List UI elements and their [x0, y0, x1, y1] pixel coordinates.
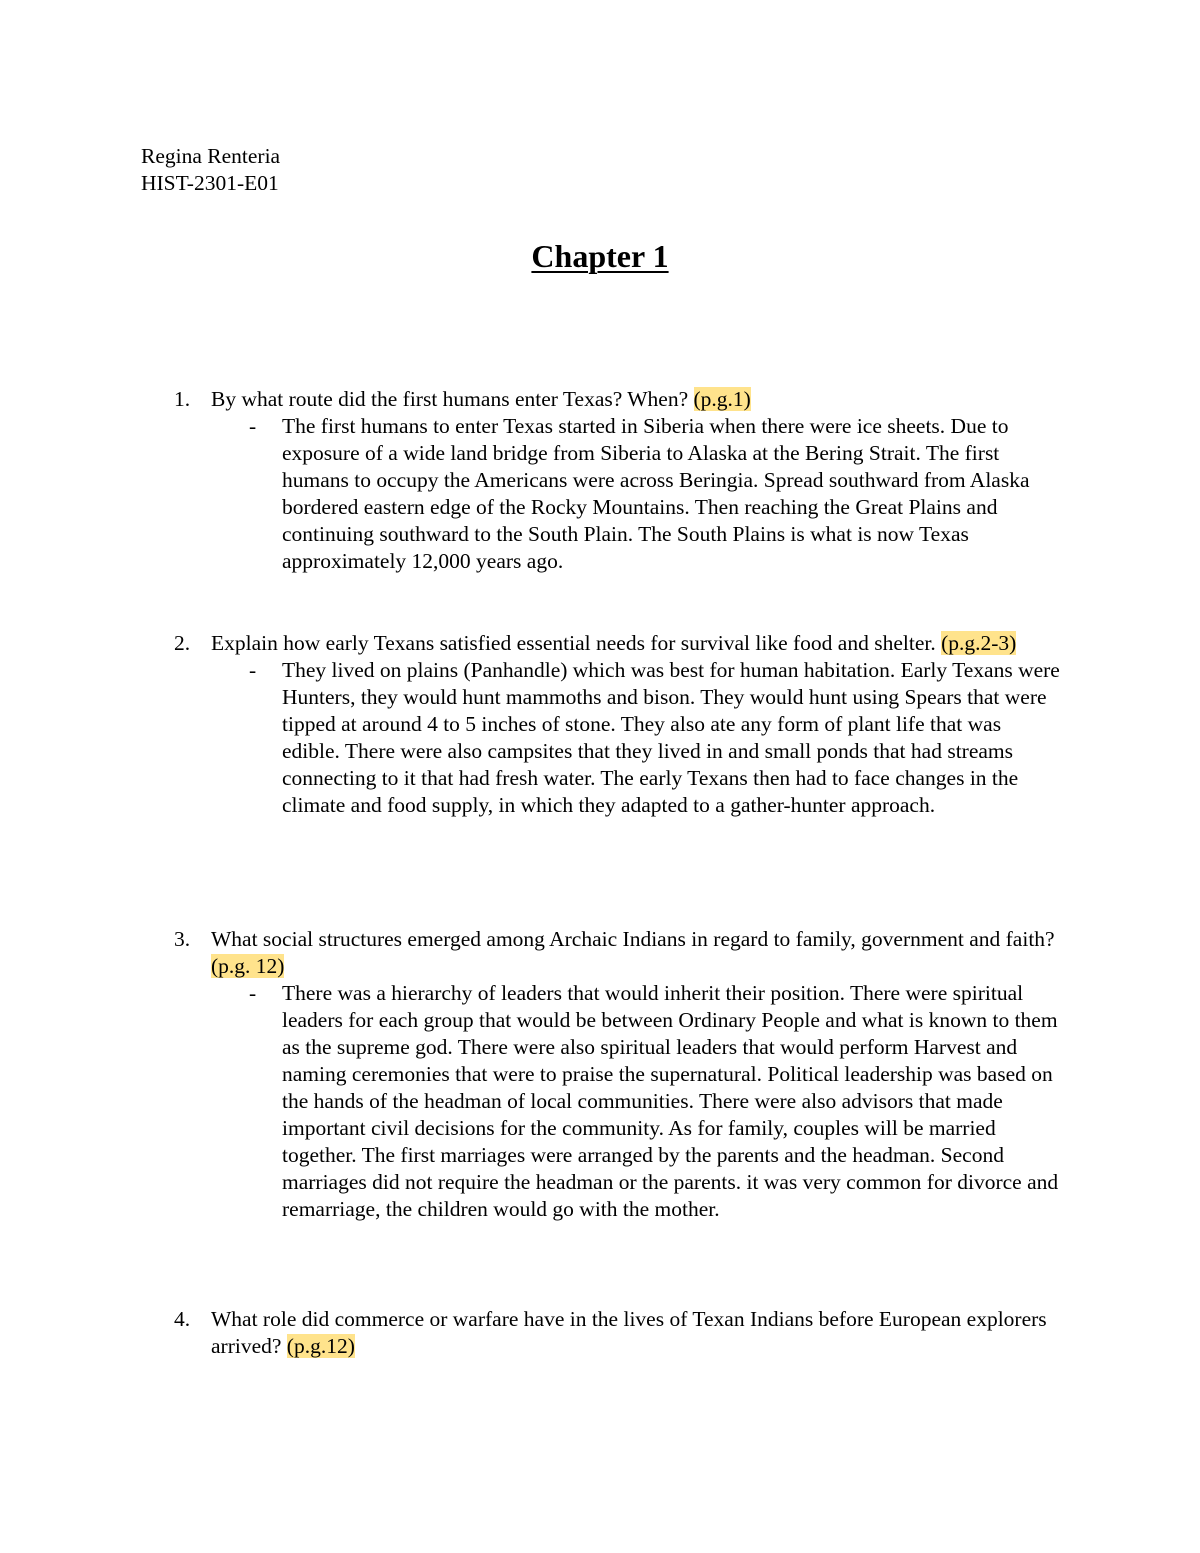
question-3-answer [174, 980, 1064, 1223]
page-reference: (p.g. 12) [211, 954, 285, 978]
question-1-prompt [174, 386, 1074, 413]
page-reference: (p.g.1) [693, 387, 751, 411]
question-1-answer [174, 413, 1064, 575]
question-1 [174, 386, 1074, 575]
question-3-prompt [174, 926, 1074, 980]
answer-text: They lived on plains (Panhandle) which was best for human habitation. Early Texans were Hunters, they would hunt mammoths and bison. They would hunt using Spears that were tipped at around 4 to 5 inches of stone. They also ate any form of plant life that was edible. There were also campsites that they lived in and small ponds that had streams connecting to it that had fresh water. The early Texans then had to face changes in the climate and food supply, in which they adapted to a gather-hunter approach. [282, 658, 1060, 817]
question-number: 4. [174, 1307, 191, 1331]
page-title: Chapter 1 [531, 238, 669, 274]
answer-text: The first humans to enter Texas started in Siberia when there were ice sheets. Due to exposure of a wide land bridge from Siberia to Alaska at the Bering Strait. The first humans to occupy the Americans were across Beringia. Spread southward from Alaska bordered eastern edge of the Rocky Mountains. Then reaching the Great Plains and continuing southward to the South Plain. The South Plains is what is now Texas approximately 12,000 years ago. [282, 414, 1030, 573]
question-text: Explain how early Texans satisfied essential needs for survival like food and shelter. [211, 631, 936, 655]
question-text: By what route did the first humans enter Texas? When? [211, 387, 689, 411]
question-number: 2. [174, 631, 191, 655]
question-text: What social structures emerged among Archaic Indians in regard to family, government and faith? [211, 927, 1055, 951]
question-number: 1. [174, 387, 191, 411]
question-4 [174, 1306, 1074, 1360]
bullet-dash: - [249, 414, 257, 438]
student-name: Regina Renteria [141, 144, 281, 168]
page-reference: (p.g.12) [286, 1334, 355, 1358]
question-3 [174, 926, 1074, 1223]
question-number: 3. [174, 927, 191, 951]
page-reference: (p.g.2-3) [941, 631, 1017, 655]
bullet-dash: - [249, 981, 257, 1005]
question-4-prompt [174, 1306, 1074, 1360]
question-2-answer [174, 657, 1064, 819]
bullet-dash: - [249, 658, 257, 682]
student-header [141, 143, 280, 197]
answer-text: There was a hierarchy of leaders that would inherit their position. There were spiritual leaders for each group that would be between Ordinary People and what is known to them as the supreme god. There were also spiritual leaders that would perform Harvest and naming ceremonies that were to praise the supernatural. Political leadership was based on the hands of the headman of local communities. There were also advisors that made important civil decisions for the community. As for family, couples will be married together. The first marriages were arranged by the parents and the headman. Second marriages did not require the headman or the parents. it was very common for divorce and remarriage, the children would go with the mother. [282, 981, 1059, 1221]
question-2-prompt [174, 630, 1074, 657]
question-2 [174, 630, 1074, 819]
question-text: What role did commerce or warfare have in the lives of Texan Indians before European explorers arrived? [211, 1307, 1047, 1358]
course-code: HIST-2301-E01 [141, 171, 279, 195]
